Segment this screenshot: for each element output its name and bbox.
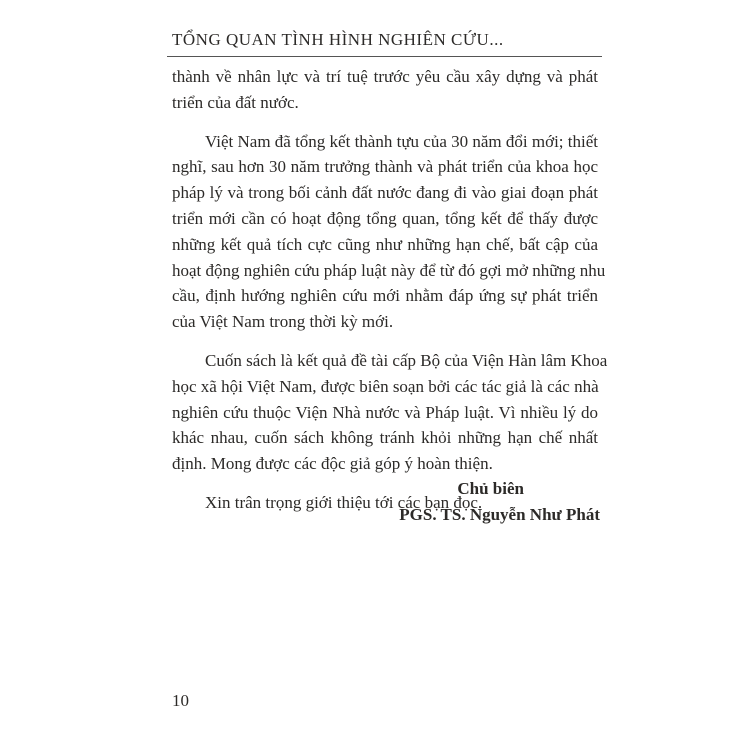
text-line: khác nhau, cuốn sách không tránh khỏi những hạn chế nhất <box>172 428 598 448</box>
text-line: triển mới cần có hoạt động tổng quan, tổng kết để thấy được <box>172 208 598 228</box>
text-line: hoạt động nghiên cứu pháp luật này để từ đó gợi mở những nhu <box>172 260 606 280</box>
text-line: Cuốn sách là kết quả đề tài cấp Bộ của Viện Hàn lâm Khoa <box>205 350 608 370</box>
text-line: Việt Nam đã tổng kết thành tựu của 30 năm đổi mới; thiết <box>205 131 598 151</box>
text-line: những kết quả tích cực cũng như những hạn chế, bất cập của <box>172 234 598 254</box>
text-line: Xin trân trọng giới thiệu tới các bạn đọc. <box>205 492 483 512</box>
text-line: nghiên cứu thuộc Viện Nhà nước và Pháp luật. Vì nhiều lý do <box>172 402 598 422</box>
paragraph-2 <box>172 129 606 335</box>
running-header: TỔNG QUAN TÌNH HÌNH NGHIÊN CỨU... <box>172 30 504 49</box>
page-number: 10 <box>172 691 189 710</box>
text-line: pháp lý và trong bối cảnh đất nước đang đi vào giai đoạn phát <box>172 183 598 203</box>
text-line: thành về nhân lực và trí tuệ trước yêu cầu xây dựng và phát <box>172 67 598 86</box>
signature-role <box>172 476 600 502</box>
text-line: định. Mong được các độc giả góp ý hoàn thiện. <box>172 454 493 474</box>
header-rule <box>167 56 602 57</box>
text-line: học xã hội Việt Nam, được biên soạn bởi các tác giả là các nhà <box>172 376 599 396</box>
text-line: của Việt Nam trong thời kỳ mới. <box>172 312 394 332</box>
paragraph-1 <box>172 64 598 116</box>
body-text <box>172 64 608 524</box>
text-line: nghĩ, sau hơn 30 năm trưởng thành và phát triển của khoa học <box>172 157 598 177</box>
signature-role-text: Chủ biên <box>457 479 524 498</box>
text-line: triển của đất nước. <box>172 92 299 112</box>
paragraph-3 <box>172 348 608 477</box>
signature-name: PGS. TS. Nguyễn Như Phát <box>399 505 600 524</box>
text-line: cầu, định hướng nghiên cứu mới nhằm đáp ứng sự phát triển <box>172 286 598 306</box>
